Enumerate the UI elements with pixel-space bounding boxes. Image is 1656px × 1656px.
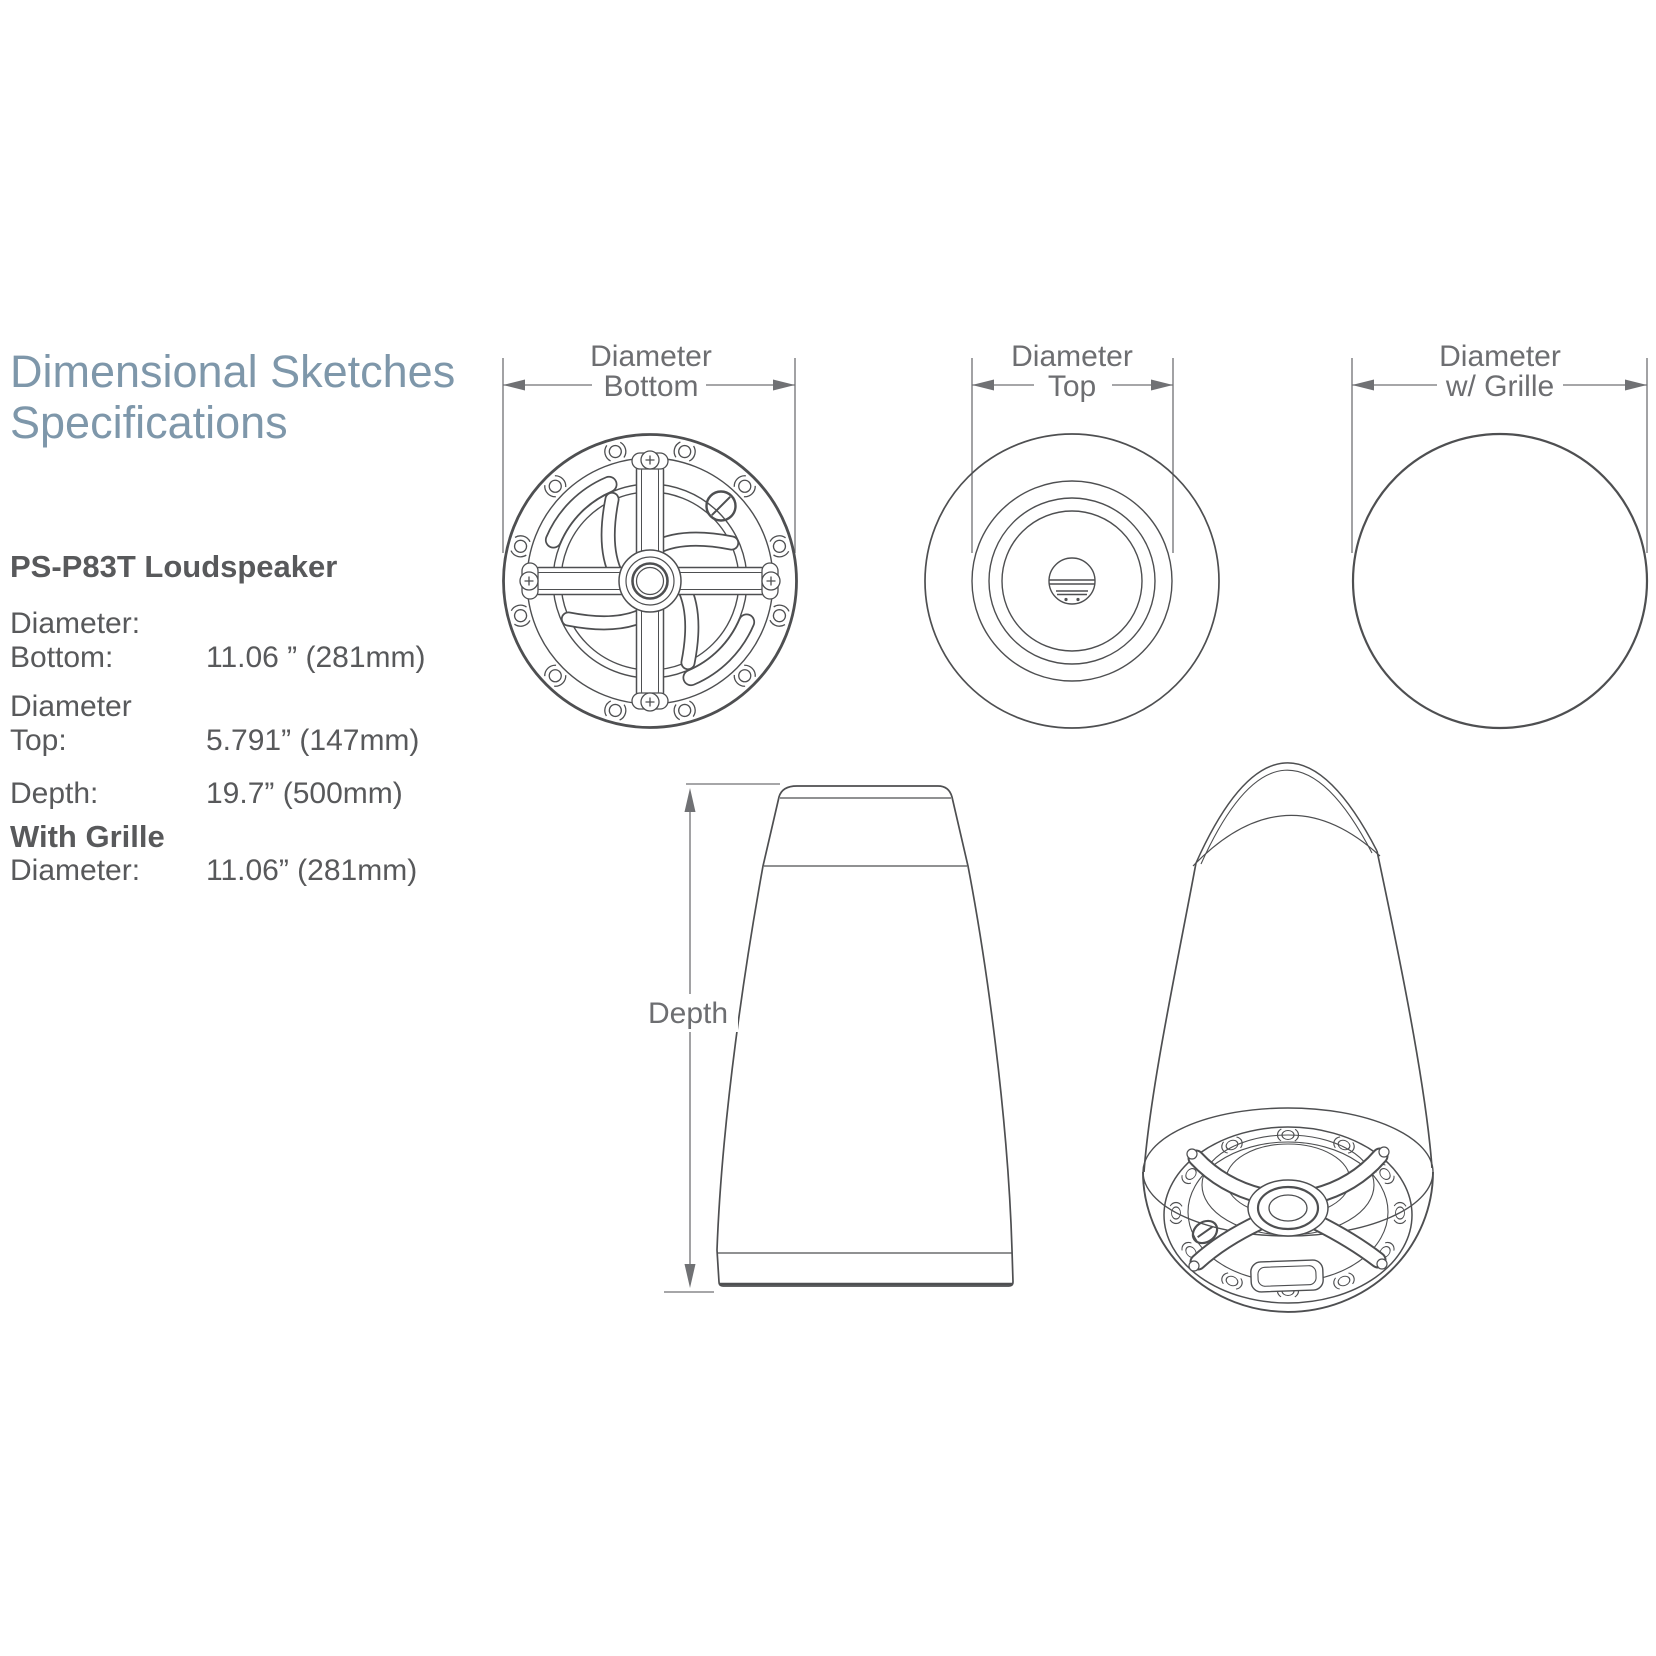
arrow-right-icon bbox=[1151, 380, 1173, 391]
page-title-line2: Specifications bbox=[10, 397, 288, 448]
bottom-view-dim-label-line1: Diameter bbox=[590, 340, 712, 373]
arrow-left-icon bbox=[1352, 380, 1374, 391]
grille-view-dim-label-line1: Diameter bbox=[1439, 340, 1561, 373]
arrow-left-icon bbox=[972, 380, 994, 391]
center-hub bbox=[619, 550, 681, 612]
spec-value: 11.06 ” (281mm) bbox=[206, 641, 426, 674]
spec-value: 11.06” (281mm) bbox=[206, 854, 418, 887]
top-view-dim-label-line2: Top bbox=[1047, 370, 1097, 403]
product-heading: PS-P83T Loudspeaker bbox=[10, 549, 338, 584]
grille-view-drawing bbox=[1353, 434, 1647, 728]
arrow-up-icon bbox=[685, 788, 696, 812]
bottom-view-dim-label-line2: Bottom bbox=[603, 370, 699, 403]
grille-heading: With Grille bbox=[10, 819, 165, 854]
cap-rim-inner bbox=[1201, 770, 1372, 864]
perspective-view-drawing bbox=[1143, 763, 1433, 1312]
port-slot bbox=[1250, 1260, 1323, 1292]
arrow-left-icon bbox=[503, 380, 525, 391]
spec-label: Diameter: Bottom: bbox=[10, 607, 141, 674]
dimension-depth bbox=[664, 784, 780, 1292]
side-view-drawing bbox=[717, 786, 1013, 1286]
silhouette-right bbox=[1377, 851, 1432, 1168]
top-view-drawing bbox=[925, 434, 1219, 728]
spec-label: Diameter: bbox=[10, 854, 141, 887]
depth-label: Depth bbox=[647, 997, 729, 1030]
cap-rim-outer bbox=[1196, 763, 1377, 863]
spec-value: 5.791” (147mm) bbox=[206, 724, 420, 757]
cable-gland-detail bbox=[1049, 558, 1095, 604]
grille-view-dim-label-line2: w/ Grille bbox=[1445, 370, 1555, 403]
arrow-down-icon bbox=[685, 1264, 696, 1288]
arrow-right-icon bbox=[773, 380, 795, 391]
spec-label: Diameter Top: bbox=[10, 690, 132, 757]
page-title-line1: Dimensional Sketches bbox=[10, 346, 456, 397]
cap-seam bbox=[1193, 815, 1380, 866]
spec-label: Depth: bbox=[10, 777, 99, 810]
top-view-dim-label-line1: Diameter bbox=[1011, 340, 1133, 373]
center-hub-perspective bbox=[1248, 1180, 1328, 1236]
arrow-right-icon bbox=[1625, 380, 1647, 391]
spec-value: 19.7” (500mm) bbox=[206, 777, 403, 810]
bottom-view-drawing bbox=[504, 435, 797, 728]
